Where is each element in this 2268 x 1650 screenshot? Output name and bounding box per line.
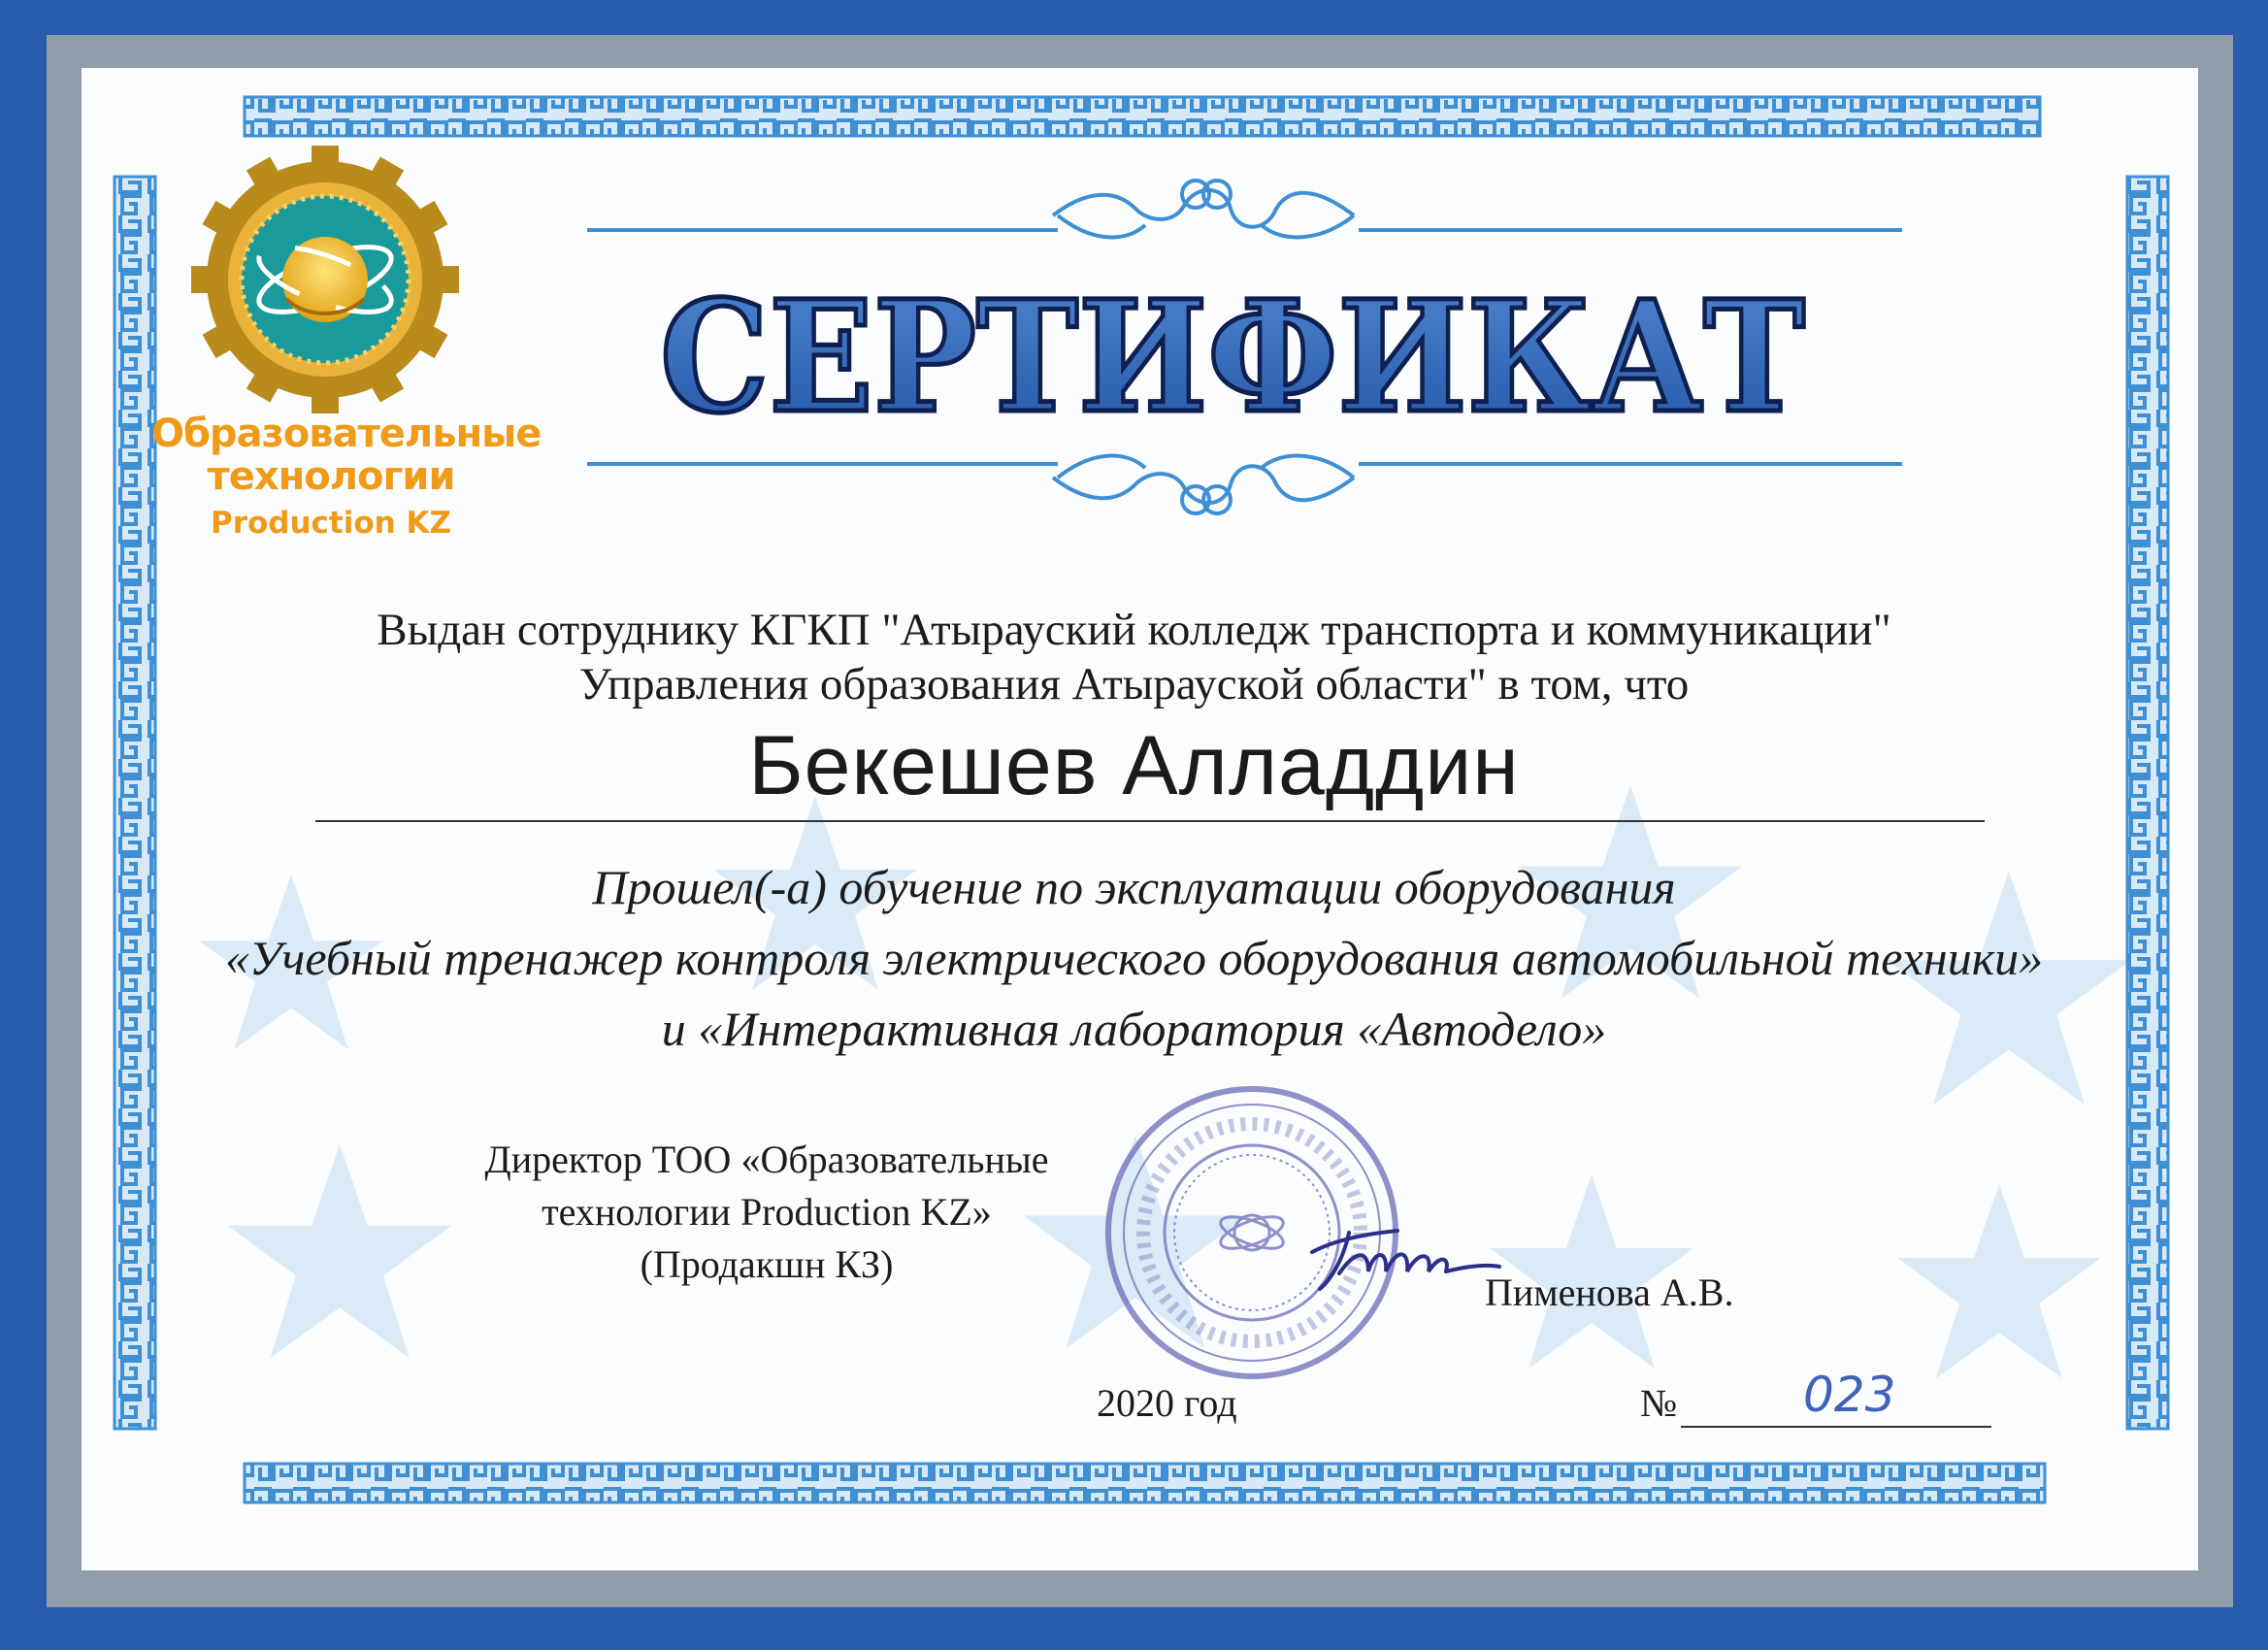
title-text: СЕРТИФИКАТ — [660, 268, 1805, 445]
signer-name: Пименова А.В. — [1485, 1270, 1734, 1314]
certificate-number: 023 — [1803, 1367, 1896, 1423]
number-underline — [1681, 1426, 1991, 1428]
recipient-name: Бекешев Алладдин — [748, 719, 1520, 812]
logo-line-3: Production KZ — [210, 506, 452, 541]
director-line-2: технологии Production KZ» — [542, 1190, 992, 1234]
signature — [1312, 1231, 1499, 1289]
logo-text — [151, 412, 542, 548]
issue-year: 2020 год — [1097, 1381, 1237, 1425]
issued-line-2: Управления образования Атырауской области" в том, что — [578, 659, 1690, 710]
number-label: № — [1640, 1381, 1678, 1425]
body-line-3: и «Интерактивная лаборатория «Автодело» — [661, 1002, 1607, 1056]
issued-line-1: Выдан сотруднику КГКП "Атырауский колледж транспорта и коммуникации" — [377, 605, 1891, 655]
director-line-3: (Продакшн КЗ) — [640, 1242, 894, 1286]
certificate-title — [543, 260, 1922, 445]
body-line-2: «Учебный тренажер контроля электрического оборудования автомобильной техники» — [224, 931, 2044, 985]
body-line-1: Прошел(-а) обучение по эксплуатации оборудования — [592, 860, 1676, 914]
name-underline — [315, 820, 1985, 822]
logo-line-2: технологии — [207, 454, 455, 499]
logo-line-1: Образовательные — [151, 412, 542, 456]
logo-emblem — [191, 146, 459, 413]
director-line-1: Директор ТОО «Образовательные — [484, 1138, 1049, 1181]
